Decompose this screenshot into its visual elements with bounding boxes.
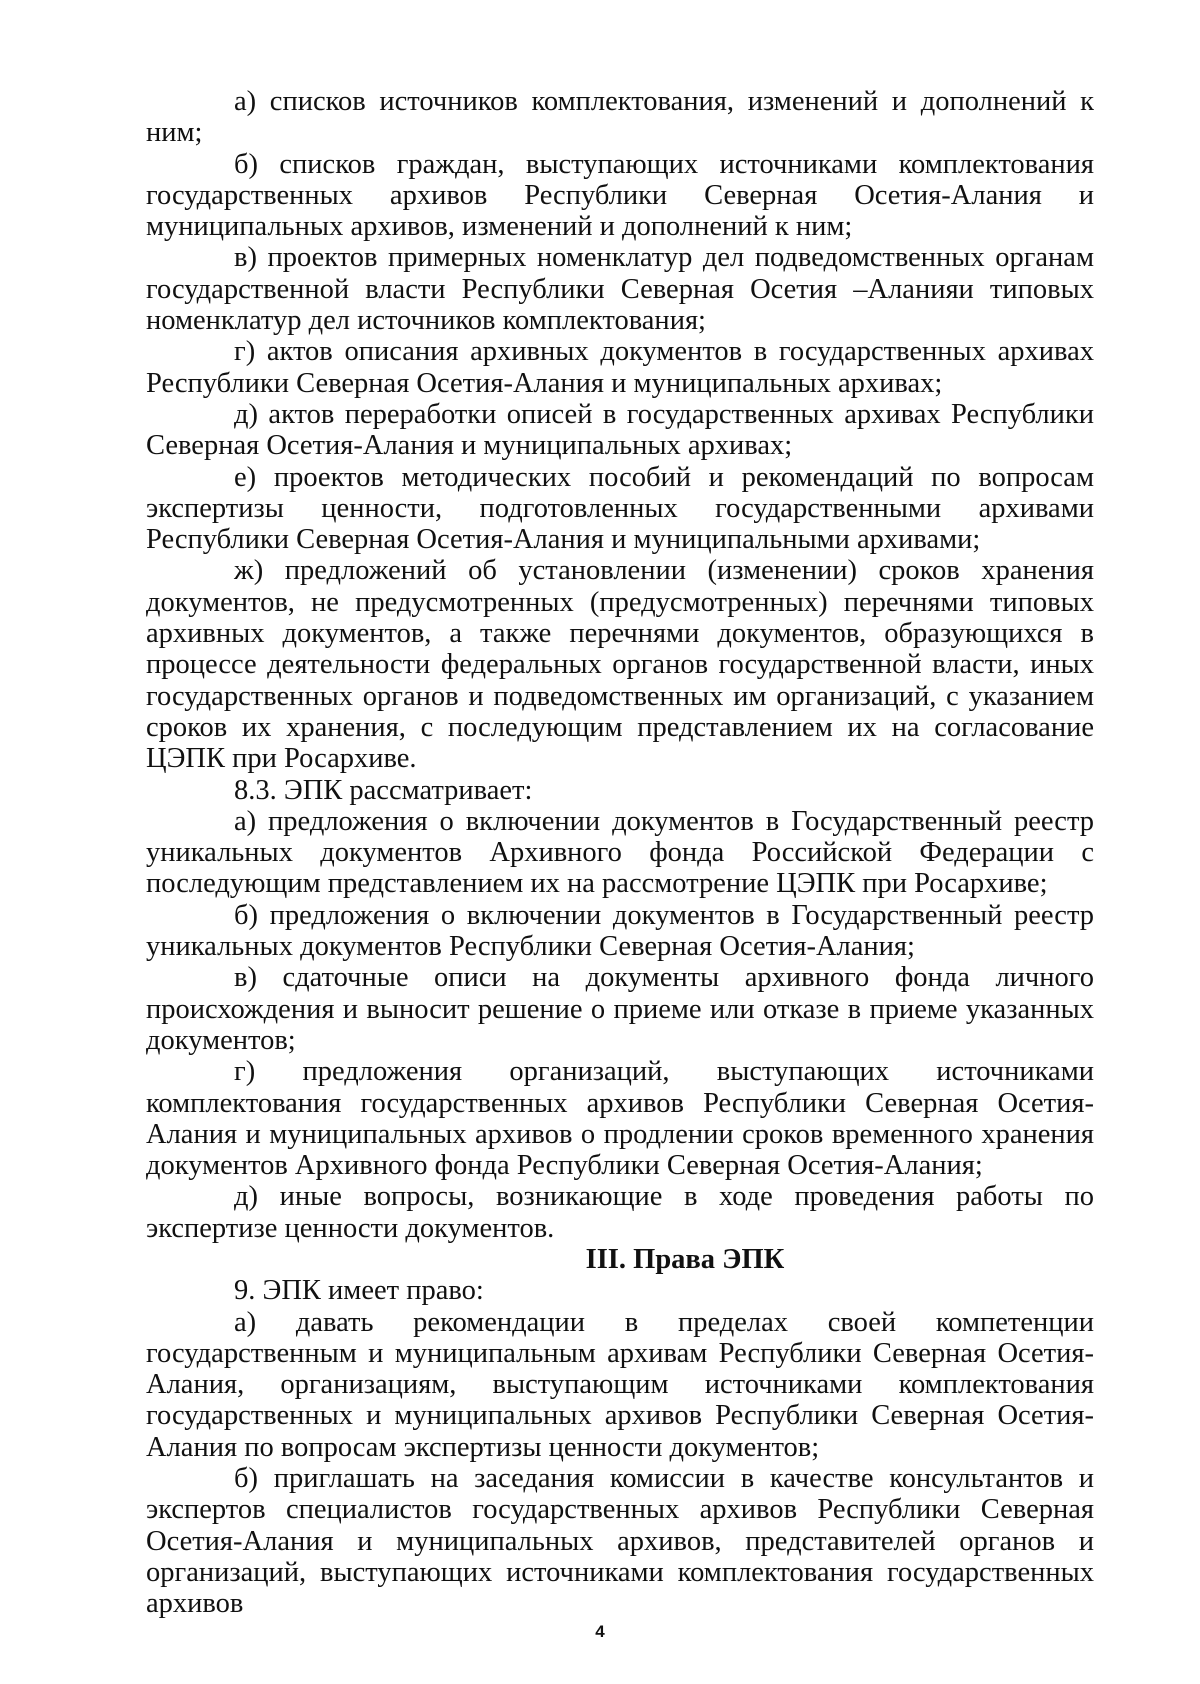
paragraph-8-3-v: в) сдаточные описи на документы архивного фонда личного происхождения и выносит решение о приеме или отказе в приеме указанных документов;	[146, 962, 1094, 1056]
paragraph-9: 9. ЭПК имеет право:	[234, 1275, 484, 1307]
paragraph-9-b: б) приглашать на заседания комиссии в качестве консультантов и экспертов специалистов государственных архивов Республики Северная Осетия-Алания и муниципальных архивов, представителей органов и организаций, выступающих источниками комплектования государственных архивов	[146, 1463, 1094, 1620]
paragraph-8-3-g: г) предложения организаций, выступающих источниками комплектования государственных архивов Республики Северная Осетия-Алания и муниципальных архивов о продлении сроков временного хранения документов Архивного фонда Республики Северная Осетия-Алания;	[146, 1056, 1094, 1182]
paragraph-list-a: а) списков источников комплектования, изменений и дополнений к ним;	[146, 86, 1094, 149]
paragraph-8-3: 8.3. ЭПК рассматривает:	[234, 774, 533, 806]
paragraph-8-3-a: а) предложения о включении документов в Государственный реестр уникальных документов Архивного фонда Российской Федерации с последующим представлением их на рассмотрение ЦЭПК при Росархиве;	[146, 805, 1094, 900]
page-number: 4	[595, 1622, 605, 1641]
paragraph-list-g: г) актов описания архивных документов в государственных архивах Республики Северная Осетия-Алания и муниципальных архивах;	[146, 336, 1094, 399]
section-heading: III. Права ЭПК	[585, 1243, 785, 1275]
paragraph-list-b: б) списков граждан, выступающих источниками комплектования государственных архивов Республики Северная Осетия-Алания и муниципальных архивов, изменений и дополнений к ним;	[146, 148, 1094, 243]
paragraph-list-zh: ж) предложений об установлении (изменении) сроков хранения документов, не предусмотренных (предусмотренных) перечнями типовых архивных документов, а также перечнями документов, образующихся в процессе деятельности федеральных органов государственной власти, иных государственных органов и подведомственных им организаций, с указанием сроков их хранения, с последующим представлением их на согласование ЦЭПК при Росархиве.	[146, 555, 1094, 775]
paragraph-list-v: в) проектов примерных номенклатур дел подведомственных органам государственной власти Республики Северная Осетия –Аланияи типовых номенклатур дел источников комплектования;	[146, 242, 1094, 337]
paragraph-9-a: а) давать рекомендации в пределах своей компетенции государственным и муниципальным архивам Республики Северная Осетия-Алания, организациям, выступающим источниками комплектования государственных и муниципальных архивов Республики Северная Осетия-Алания по вопросам экспертизы ценности документов;	[146, 1306, 1094, 1463]
document-body	[146, 86, 1094, 1620]
paragraph-8-3-d: д) иные вопросы, возникающие в ходе проведения работы по экспертизе ценности документов.	[146, 1181, 1094, 1244]
paragraph-8-3-b: б) предложения о включении документов в Государственный реестр уникальных документов Республики Северная Осетия-Алания;	[146, 899, 1094, 963]
paragraph-list-d: д) актов переработки описей в государственных архивах Республики Северная Осетия-Алания и муниципальных архивах;	[146, 398, 1094, 462]
paragraph-list-e: е) проектов методических пособий и рекомендаций по вопросам экспертизы ценности, подготовленных государственными архивами Республики Северная Осетия-Алания и муниципальными архивами;	[146, 461, 1094, 556]
